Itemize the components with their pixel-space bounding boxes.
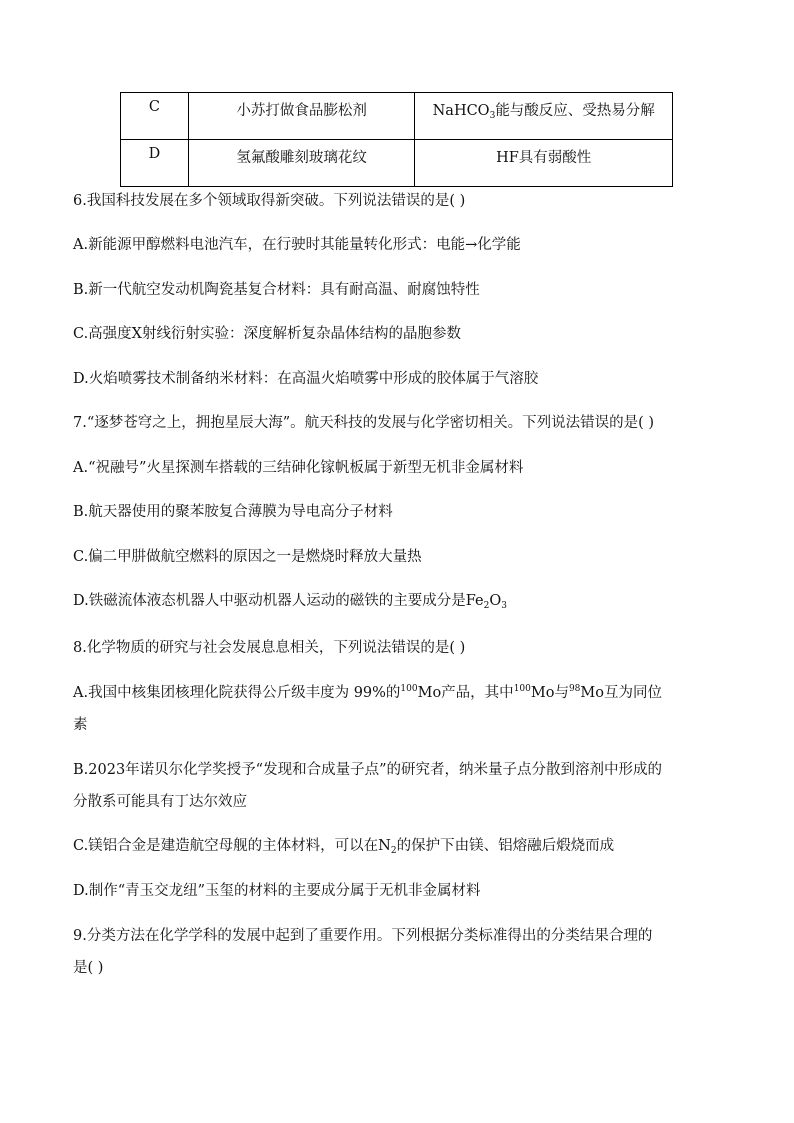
- q8-c-text: C.镁铝合金是建造航空母舰的主体材料，可以在N: [73, 838, 391, 854]
- q8-a-sup-2: 100: [513, 684, 531, 694]
- question-6-option-a: A.新能源甲醇燃料电池汽车，在行驶时其能量转化形式：电能→化学能: [73, 237, 521, 253]
- question-7-option-a: A.“祝融号”火星探测车搭载的三结砷化镓帆板属于新型无机非金属材料: [73, 460, 524, 476]
- reason-text-rest: 能与酸反应、受热易分解: [495, 103, 655, 119]
- question-7-stem: 7.“逐梦苍穹之上，拥抱星辰大海”。航天科技的发展与化学密切相关。下列说法错误的是( ): [73, 415, 655, 431]
- row-label: D: [121, 140, 189, 187]
- q8-c-text-rest: 的保护下由镁、铝熔融后煅烧而成: [396, 838, 615, 854]
- question-8-option-c: [73, 836, 614, 856]
- q7-d-text-mid: O: [489, 593, 502, 609]
- question-7-option-b: B.航天器使用的聚苯胺复合薄膜为导电高分子材料: [73, 504, 393, 520]
- question-8-option-b-line2: 分散系可能具有丁达尔效应: [73, 794, 247, 810]
- question-7-option-d: [73, 591, 507, 611]
- q7-d-text: D.铁磁流体液态机器人中驱动机器人运动的磁铁的主要成分是Fe: [73, 593, 484, 609]
- reason-text: HF具有弱酸性: [496, 150, 592, 166]
- row-reason: [415, 93, 673, 140]
- q8-a-text-3: Mo与: [530, 685, 569, 701]
- options-table: [120, 92, 673, 187]
- question-8-stem: 8.化学物质的研究与社会发展息息相关，下列说法错误的是( ): [73, 640, 466, 656]
- row-use: 氢氟酸雕刻玻璃花纹: [188, 140, 415, 187]
- q8-a-text-4: Mo互为同位: [580, 685, 662, 701]
- question-9-stem-line2: 是( ): [73, 960, 104, 976]
- q7-d-sub-2: 3: [501, 601, 507, 611]
- question-6-option-b: B.新一代航空发动机陶瓷基复合材料：具有耐高温、耐腐蚀特性: [73, 282, 480, 298]
- question-8-option-a-line1: [73, 683, 662, 703]
- q8-a-text-2: Mo产品，其中: [417, 685, 514, 701]
- table-row: [121, 93, 673, 140]
- question-6-stem: 6.我国科技发展在多个领域取得新突破。下列说法错误的是( ): [73, 193, 466, 209]
- q8-a-sup-3: 98: [568, 684, 581, 694]
- question-8-option-a-line2: 素: [73, 717, 88, 733]
- q7-d-sub-1: 2: [483, 601, 490, 611]
- question-6-option-c: C.高强度X射线衍射实验：深度解析复杂晶体结构的晶胞参数: [73, 326, 462, 342]
- q8-a-text: A.我国中核集团核理化院获得公斤级丰度为 99%的: [73, 685, 401, 701]
- reason-subscript: 3: [489, 111, 496, 121]
- question-9-stem-line1: 9.分类方法在化学学科的发展中起到了重要作用。下列根据分类标准得出的分类结果合理的: [73, 928, 653, 944]
- question-6-option-d: D.火焰喷雾技术制备纳米材料：在高温火焰喷雾中形成的胶体属于气溶胶: [73, 371, 539, 387]
- question-8-option-b-line1: B.2023年诺贝尔化学奖授予“发现和合成量子点”的研究者，纳米量子点分散到溶剂中形成的: [73, 762, 662, 778]
- q8-a-sup-1: 100: [400, 684, 418, 694]
- table-row: [121, 140, 673, 187]
- row-reason: [415, 140, 673, 187]
- row-use: 小苏打做食品膨松剂: [188, 93, 415, 140]
- question-7-option-c: C.偏二甲肼做航空燃料的原因之一是燃烧时释放大量热: [73, 549, 422, 565]
- row-label: C: [121, 93, 189, 140]
- question-8-option-d: D.制作“青玉交龙纽”玉玺的材料的主要成分属于无机非金属材料: [73, 883, 481, 899]
- q8-c-sub: 2: [390, 846, 397, 856]
- reason-text: NaHCO: [432, 103, 490, 119]
